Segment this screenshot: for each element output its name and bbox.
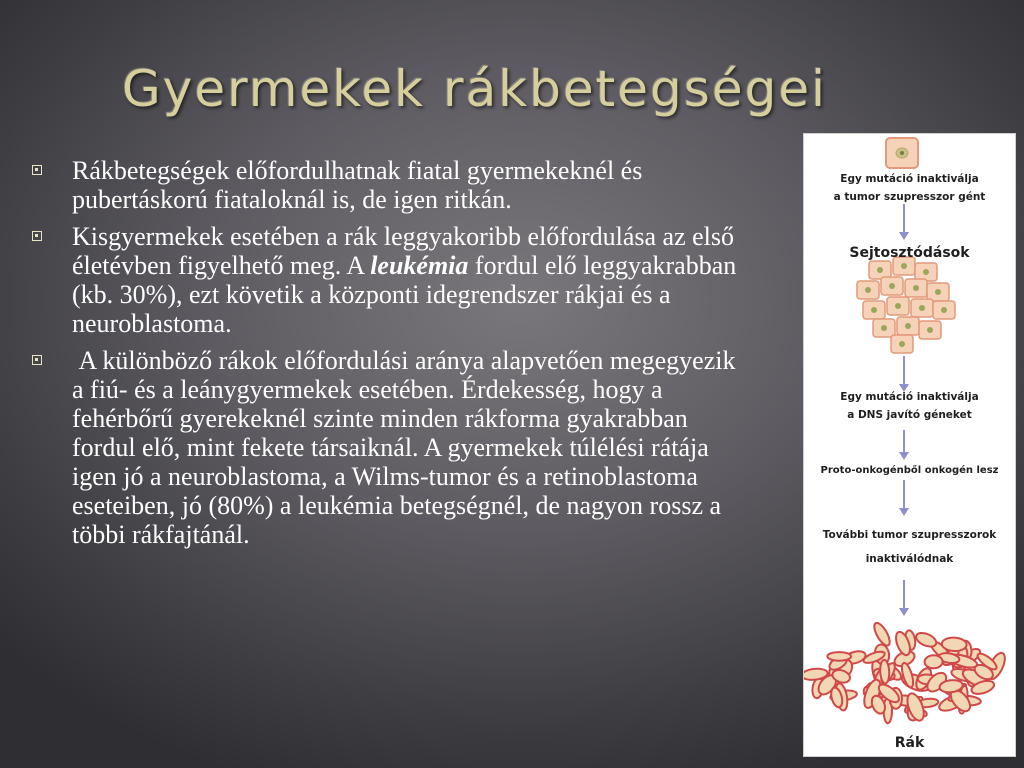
cell-nucleus-icon [901, 263, 907, 269]
cancer-cell-icon [941, 637, 966, 652]
cancer-cell-icon [924, 655, 942, 668]
cell-nucleus-icon [927, 327, 933, 333]
cell-nucleus-icon [895, 303, 901, 309]
step-label: Rák [894, 735, 925, 751]
cell-nucleus-icon [923, 269, 929, 275]
dividing-cells-cluster [857, 257, 955, 353]
cell-nucleus-icon [881, 325, 887, 331]
bullet-item [28, 156, 748, 214]
diagram-graphics [804, 134, 1015, 756]
bullet-text-before: Kisgyermekek esetében a rák leggyakoribb előfordulása az első életévben figyelhető meg. A [72, 222, 735, 280]
cell-nucleus-icon [899, 341, 905, 347]
single-cell-icon [886, 138, 918, 168]
cell-nucleus-icon [865, 287, 871, 293]
step-label: inaktiválódnak [865, 553, 954, 565]
bullet-list [28, 156, 748, 557]
step-label: Proto-onkogénből onkogén lesz [820, 465, 999, 476]
emphasis-term: leukémia [370, 251, 469, 280]
cancer-cell-icon [904, 691, 927, 723]
square-bullet-icon [32, 165, 42, 175]
step-label: További tumor szupresszorok [822, 529, 997, 541]
bullet-item [28, 222, 748, 338]
cancer-mass-icon [804, 621, 1008, 723]
step-label: Sejtosztódások [849, 245, 970, 261]
cell-nucleus-icon [877, 267, 883, 273]
cell-nucleus-icon [905, 323, 911, 329]
step-label: Egy mutáció inaktiválja [840, 391, 979, 403]
step-label: a tumor szupresszor gént [833, 191, 986, 203]
bullet-text-after: fordul elő leggyakrabban (kb. 30%), ezt követik a központi idegrendszer rákjai és a neuroblastoma. [72, 251, 737, 338]
cell-nucleus-icon [941, 307, 947, 313]
cell-nucleus-icon [919, 305, 925, 311]
cell-nucleus-icon [889, 283, 895, 289]
cancer-cell-icon [880, 660, 890, 684]
square-bullet-icon [32, 231, 42, 241]
cancer-cell-icon [871, 621, 892, 648]
step-label: a DNS javító géneket [847, 409, 972, 421]
cancer-progression-diagram [803, 133, 1016, 757]
step-label: Egy mutáció inaktiválja [840, 173, 979, 185]
cancer-cell-icon [827, 652, 851, 661]
cell-nucleus-icon [935, 289, 941, 295]
cell-nucleus-icon [871, 307, 877, 313]
bullet-text: A különböző rákok előfordulási aránya alapvetően megegyezik a fiú- és a leánygyermekek esetében. Érdekesség, hogy a fehérbőrű gyerekeknél szinte minden rákforma gyakrabban fordul elő, mint fekete társaiknál. A gyermekek túlélési rátája igen jó a neuroblastoma, a Wilms-tumor és a retinoblastoma eseteiben, jó (80%) a leukémia betegségnél, de nagyon rossz a többi rákfajtánál. [72, 346, 742, 549]
cancer-cell-icon [900, 662, 916, 689]
cancer-cell-icon [914, 630, 938, 649]
cell-nucleus-icon [913, 285, 919, 291]
bullet-text: Rákbetegségek előfordulhatnak fiatal gyermekeknél és pubertáskorú fiataloknál is, de igen ritkán. [72, 156, 643, 214]
square-bullet-icon [32, 355, 42, 365]
bullet-item [28, 346, 748, 549]
slide-title: Gyermekek rákbetegségei [122, 60, 827, 118]
